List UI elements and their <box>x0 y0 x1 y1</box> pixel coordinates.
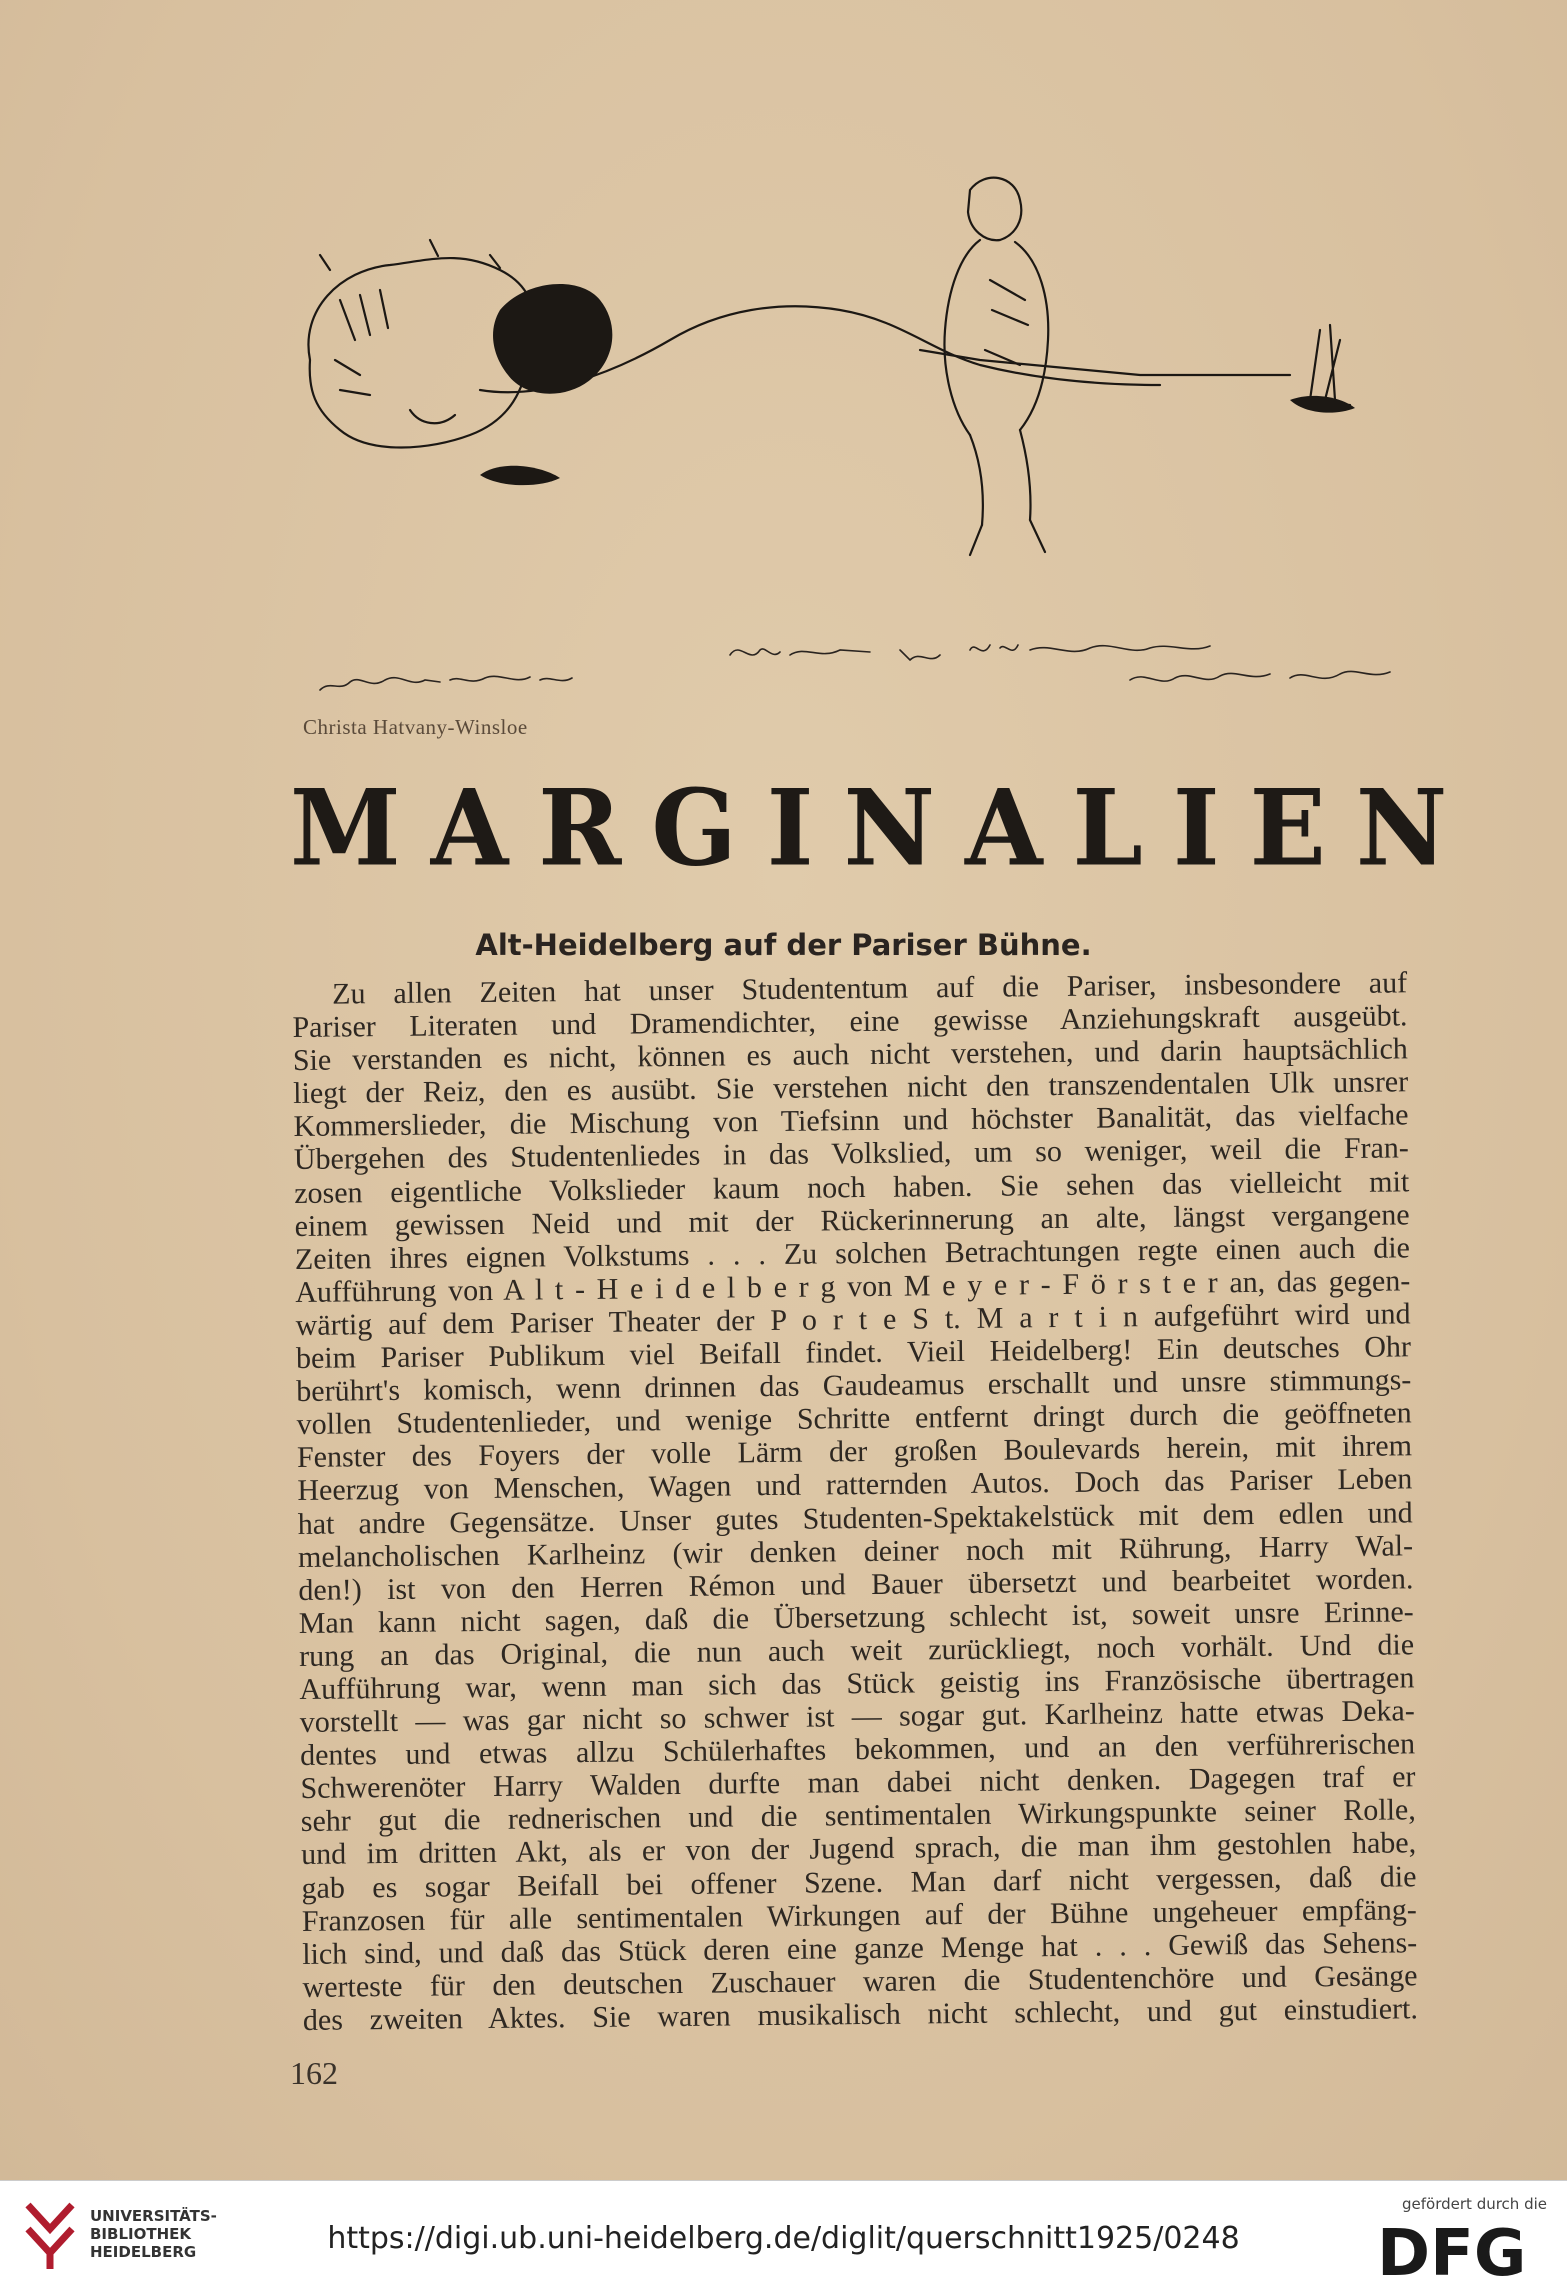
page-title: MARGINALIEN <box>290 766 1478 890</box>
body-line: Heerzug von Menschen, Wagen und ratternden Autos. Doch das Pariser Leben <box>297 1462 1413 1508</box>
permalink-url[interactable]: https://digi.ub.uni-heidelberg.de/diglit/querschnitt1925/0248 <box>327 2221 1240 2256</box>
article-title: Alt-Heidelberg auf der Pariser Bühne. <box>475 928 1092 962</box>
body-line: werteste für den deutschen Zuschauer waren die Studentenchöre und Gesänge <box>302 1959 1418 2004</box>
body-line: zosen eigentliche Volkslieder kaum noch haben. Sie sehen das vielleicht mit <box>294 1164 1410 1210</box>
body-line: Franzosen für alle sentimentalen Wirkungen auf der Bühne ungeheuer empfäng- <box>301 1892 1417 1938</box>
body-line: wärtig auf dem Pariser Theater der P o r t e S t. M a r t i n aufgeführt wird und <box>295 1297 1411 1342</box>
body-line: und im dritten Akt, als er von der Jugend sprach, die man ihm gestohlen habe, <box>301 1826 1417 1872</box>
body-line: Fenster des Foyers der volle Lärm der großen Boulevards herein, mit ihrem <box>296 1429 1413 1475</box>
article-body <box>292 966 1418 2037</box>
body-line: melancholischen Karlheinz (wir denken deiner noch mit Rührung, Harry Wal- <box>297 1528 1414 1574</box>
viewer-footer <box>0 2180 1567 2292</box>
body-line: Schwerenöter Harry Walden durfte man dabei nicht denken. Dagegen traf er <box>300 1760 1416 1806</box>
body-line: Aufführung von A l t - H e i d e l b e r g von M e y e r - F ö r s t e r an, das gegen- <box>295 1264 1411 1309</box>
dfg-logo-text: DFG <box>1377 2221 1527 2281</box>
illustration-caption: Christa Hatvany-Winsloe <box>303 715 528 739</box>
handwritten-inscription <box>310 630 1410 710</box>
university-name-line: UNIVERSITÄTS- <box>90 2207 217 2225</box>
dfg-funding-label: gefördert durch die <box>1402 2195 1547 2213</box>
body-line: sehr gut die rednerischen und die sentimentalen Wirkungspunkte seiner Rolle, <box>300 1793 1416 1839</box>
body-line: vollen Studentenlieder, und wenige Schritte entfernt dringt durch die geöffneten <box>296 1396 1412 1442</box>
body-line: gab es sogar Beifall bei offener Szene. Man darf nicht vergessen, daß die <box>301 1859 1417 1905</box>
body-line: des zweiten Aktes. Sie waren musikalisch nicht schlecht, und gut einstudiert. <box>302 1992 1419 2037</box>
body-line: liegt der Reiz, den es ausübt. Sie verstehen nicht den transzendentalen Ulk unsrer <box>293 1065 1409 1111</box>
body-line: vorstellt — was gar nicht so schwer ist — sogar gut. Karlheinz hatte etwas Deka- <box>299 1694 1415 1740</box>
body-line: lich sind, und daß das Stück deren eine ganze Menge hat . . . Gewiß das Sehens- <box>302 1925 1418 1971</box>
page-number: 162 <box>290 2055 338 2091</box>
body-line: den!) ist von den Herren Rémon und Bauer übersetzt und bearbeitet worden. <box>298 1561 1414 1607</box>
body-line: Sie verstanden es nicht, können es auch nicht verstehen, und darin hauptsächlich <box>292 1032 1408 1078</box>
body-line: einem gewissen Neid und mit der Rückerinnerung an alte, längst vergangene <box>294 1197 1410 1243</box>
body-line: Zu allen Zeiten hat unser Studententum auf die Pariser, insbesondere auf <box>331 966 1408 1011</box>
body-line: Man kann nicht sagen, daß die Übersetzung schlecht ist, soweit unsre Erinne- <box>298 1595 1414 1640</box>
university-name-line: BIBLIOTHEK <box>90 2225 191 2243</box>
pen-sketch-illustration <box>280 160 1410 590</box>
body-line: Zeiten ihres eignen Volkstums . . . Zu solchen Betrachtungen regte einen auch die <box>294 1231 1411 1276</box>
body-line: rung an das Original, die nun auch weit zurückliegt, noch vorhält. Und die <box>298 1628 1415 1673</box>
university-name-line: HEIDELBERG <box>90 2243 197 2261</box>
body-line: dentes und etwas allzu Schülerhaftes bekommen, und an den verführerischen <box>299 1727 1416 1773</box>
body-line: Übergehen des Studentenliedes in das Volkslied, um so weniger, weil die Fran- <box>293 1131 1410 1177</box>
body-line: berührt's komisch, wenn drinnen das Gaudeamus erschallt und unsre stimmungs- <box>296 1363 1412 1409</box>
body-line: beim Pariser Publikum viel Beifall findet. Vieil Heidelberg! Ein deutsches Ohr <box>295 1330 1412 1376</box>
body-line: Pariser Literaten und Dramendichter, eine gewisse Anziehungskraft ausgeübt. <box>292 999 1408 1045</box>
body-line: Kommerslieder, die Mischung von Tiefsinn und höchster Banalität, das vielfache <box>293 1098 1409 1144</box>
body-line: hat andre Gegensätze. Unser gutes Studenten-Spektakelstück mit dem edlen und <box>297 1495 1413 1541</box>
body-line: Aufführung war, wenn man sich das Stück geistig ins Französische übertragen <box>299 1661 1415 1706</box>
dfg-logo <box>1377 2221 1547 2281</box>
